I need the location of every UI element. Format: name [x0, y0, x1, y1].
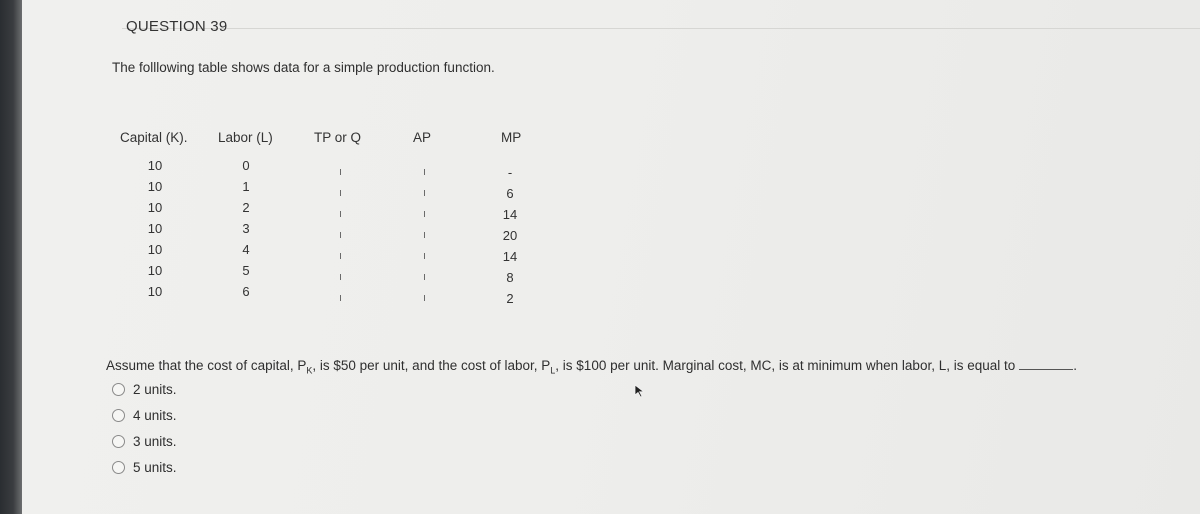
option-2-units[interactable]: [112, 382, 177, 397]
tp-blank-mark: [340, 295, 341, 301]
option-5-units[interactable]: [112, 460, 177, 475]
header-labor: Labor (L): [218, 130, 273, 145]
header-divider: [122, 28, 1200, 29]
subscript-l: L: [550, 365, 556, 376]
mp-cell: 20: [502, 228, 518, 243]
option-4-units[interactable]: [112, 408, 177, 423]
mp-cell: 2: [506, 291, 514, 306]
mouse-pointer-icon: [634, 384, 646, 398]
mp-cell: 14: [502, 249, 518, 264]
ap-blank-mark: [424, 190, 425, 196]
ap-blank-mark: [424, 274, 425, 280]
option-label: 4 units.: [133, 408, 177, 423]
question-text-part1: Assume that the cost of capital, P: [106, 358, 307, 373]
ap-blank-mark: [424, 169, 425, 175]
question-title: QUESTION 39: [126, 18, 228, 35]
option-label: 3 units.: [133, 434, 177, 449]
labor-cell: 2: [242, 200, 250, 215]
trailing-period: .: [1073, 358, 1078, 373]
header-capital: Capital (K).: [120, 130, 188, 145]
tp-blank-mark: [340, 274, 341, 280]
header-tp: TP or Q: [314, 130, 362, 145]
header-ap: AP: [413, 130, 432, 145]
answer-blank: [1019, 369, 1073, 370]
option-3-units[interactable]: [112, 434, 177, 449]
question-text-part3: , is $100 per unit. Marginal cost, MC, is at minimum when labor, L, is equal to: [555, 358, 1016, 373]
mp-cell: 6: [506, 186, 514, 201]
mp-cell: 14: [502, 207, 518, 222]
option-label: 2 units.: [133, 382, 177, 397]
question-text: [106, 358, 1077, 376]
quiz-page: [22, 0, 1200, 514]
capital-cell: 10: [147, 221, 163, 236]
ap-blank-mark: [424, 211, 425, 217]
header-mp: MP: [501, 130, 522, 145]
tp-blank-mark: [340, 190, 341, 196]
capital-cell: 10: [147, 200, 163, 215]
radio-button[interactable]: [112, 461, 125, 474]
subscript-k: K: [306, 365, 313, 376]
mp-cell: 8: [506, 270, 514, 285]
labor-cell: 0: [242, 158, 250, 173]
tp-blank-mark: [340, 232, 341, 238]
capital-cell: 10: [147, 158, 163, 173]
ap-blank-mark: [424, 295, 425, 301]
left-background-strip: [0, 0, 22, 514]
ap-blank-mark: [424, 232, 425, 238]
capital-cell: 10: [147, 242, 163, 257]
option-label: 5 units.: [133, 460, 177, 475]
labor-cell: 6: [242, 284, 250, 299]
capital-cell: 10: [147, 179, 163, 194]
ap-blank-mark: [424, 253, 425, 259]
tp-blank-mark: [340, 253, 341, 259]
tp-blank-mark: [340, 169, 341, 175]
capital-cell: 10: [147, 284, 163, 299]
labor-cell: 3: [242, 221, 250, 236]
radio-button[interactable]: [112, 409, 125, 422]
labor-cell: 4: [242, 242, 250, 257]
tp-blank-mark: [340, 211, 341, 217]
capital-cell: 10: [147, 263, 163, 278]
question-intro: The folllowing table shows data for a simple production function.: [112, 60, 495, 75]
mp-cell: -: [507, 165, 513, 180]
question-text-part2: , is $50 per unit, and the cost of labor, P: [312, 358, 551, 373]
labor-cell: 5: [242, 263, 250, 278]
labor-cell: 1: [242, 179, 250, 194]
radio-button[interactable]: [112, 383, 125, 396]
radio-button[interactable]: [112, 435, 125, 448]
